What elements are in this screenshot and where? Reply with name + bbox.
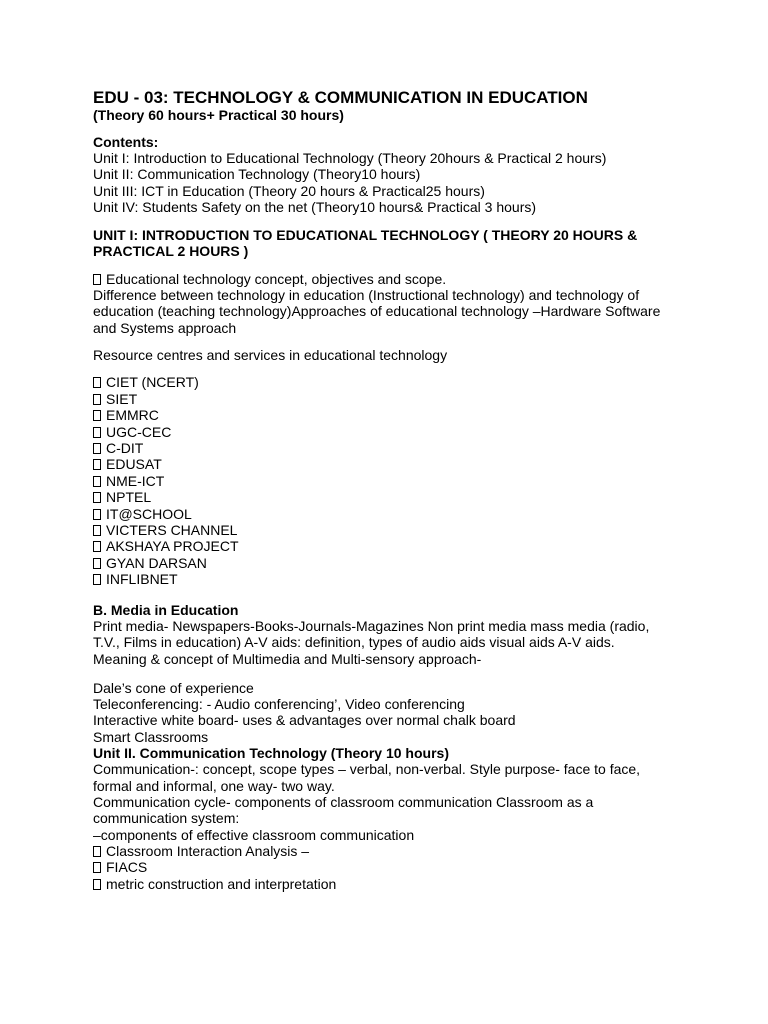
- bullet-box-icon: [93, 427, 101, 438]
- document-page: [93, 88, 693, 892]
- bullet-box-icon: [93, 879, 101, 890]
- list-item: [93, 374, 693, 390]
- bullet-text: Educational technology concept, objectives and scope.: [106, 270, 447, 287]
- bullet-box-icon: [93, 862, 101, 873]
- dales-cone-line: Dale’s cone of experience: [93, 679, 254, 696]
- bullet-box-icon: [93, 574, 101, 585]
- list-item: [93, 522, 693, 538]
- list-item: [93, 489, 693, 505]
- list-item: [93, 571, 693, 587]
- bullet-text: FIACS: [106, 859, 148, 876]
- list-item-text: AKSHAYA PROJECT: [106, 538, 239, 555]
- resource-heading: Resource centres and services in educational technology: [93, 347, 448, 364]
- media-line: Meaning & concept of Multimedia and Multi-sensory approach-: [93, 650, 482, 667]
- unit2-bullet: [93, 843, 693, 859]
- smart-classrooms-line: Smart Classrooms: [93, 728, 209, 745]
- media-line: Print media- Newspapers-Books-Journals-Magazines Non print media mass media (radio,: [93, 617, 650, 634]
- list-item-text: IT@SCHOOL: [106, 505, 192, 522]
- bullet-box-icon: [93, 525, 101, 536]
- list-item: [93, 407, 693, 423]
- list-item: [93, 391, 693, 407]
- unit2-bullet: [93, 876, 693, 892]
- list-item-text: GYAN DARSAN: [106, 554, 207, 571]
- unit2-bullet: [93, 859, 693, 875]
- list-item: [93, 538, 693, 554]
- whiteboard-line: Interactive white board- uses & advantages over normal chalk board: [93, 712, 516, 729]
- document-title: EDU - 03: TECHNOLOGY & COMMUNICATION IN EDUCATION: [93, 88, 588, 107]
- list-item: [93, 440, 693, 456]
- bullet-box-icon: [93, 459, 101, 470]
- resource-list: [93, 374, 693, 587]
- list-item-text: EDUSAT: [106, 456, 162, 473]
- list-item-text: UGC-CEC: [106, 423, 172, 440]
- bullet-box-icon: [93, 476, 101, 487]
- media-line: T.V., Films in education) A-V aids: definition, types of audio aids visual aids A-V aids.: [93, 634, 615, 651]
- unit1-heading: [93, 227, 693, 260]
- teleconferencing-line: Teleconferencing: - Audio conferencing’, Video conferencing: [93, 696, 465, 713]
- unit2-line: communication system:: [93, 810, 240, 827]
- list-item-text: SIET: [106, 390, 138, 407]
- bullet-box-icon: [93, 492, 101, 503]
- unit1-para-line: and Systems approach: [93, 319, 237, 336]
- bullet-box-icon: [93, 410, 101, 421]
- bullet-box-icon: [93, 509, 101, 520]
- list-item-text: EMMRC: [106, 407, 159, 424]
- contents-item: Unit I: Introduction to Educational Technology (Theory 20hours & Practical 2 hours): [93, 150, 607, 166]
- unit2-line: Communication-: concept, scope types – verbal, non-verbal. Style purpose- face to face,: [93, 761, 641, 778]
- unit1-heading-line2: PRACTICAL 2 HOURS ): [93, 243, 249, 260]
- unit1-para-line: education (teaching technology)Approaches of educational technology –Hardware Software: [93, 303, 661, 320]
- contents-item: Unit III: ICT in Education (Theory 20 hours & Practical25 hours): [93, 182, 485, 199]
- bullet-box-icon: [93, 846, 101, 857]
- list-item-text: VICTERS CHANNEL: [106, 522, 238, 539]
- list-item: [93, 555, 693, 571]
- bullet-box-icon: [93, 558, 101, 569]
- list-item-text: C-DIT: [106, 440, 144, 456]
- list-item-text: CIET (NCERT): [106, 374, 199, 391]
- list-item: [93, 473, 693, 489]
- unit1-heading-line1: UNIT I: INTRODUCTION TO EDUCATIONAL TECHNOLOGY ( THEORY 20 HOURS &: [93, 227, 638, 244]
- unit2-line: –components of effective classroom communication: [93, 826, 415, 843]
- bullet-text: Classroom Interaction Analysis –: [106, 842, 310, 859]
- bullet-text: metric construction and interpretation: [106, 875, 337, 892]
- bullet-box-icon: [93, 377, 101, 388]
- bullet-box-icon: [93, 541, 101, 552]
- list-item: [93, 456, 693, 472]
- list-item: [93, 424, 693, 440]
- contents-heading: Contents:: [93, 134, 159, 150]
- list-item: [93, 506, 693, 522]
- media-heading: B. Media in Education: [93, 601, 239, 618]
- list-item-text: NME-ICT: [106, 472, 165, 489]
- document-subtitle: (Theory 60 hours+ Practical 30 hours): [93, 107, 344, 123]
- bullet-box-icon: [93, 274, 101, 285]
- bullet-box-icon: [93, 443, 101, 454]
- unit1-para-line: Difference between technology in education (Instructional technology) and technology of: [93, 287, 640, 304]
- unit2-line: Communication cycle- components of classroom communication Classroom as a: [93, 793, 594, 810]
- unit2-heading: Unit II. Communication Technology (Theory 10 hours): [93, 745, 449, 762]
- contents-item: Unit II: Communication Technology (Theory10 hours): [93, 166, 421, 183]
- list-item-text: NPTEL: [106, 489, 152, 506]
- unit2-line: formal and informal, one way- two way.: [93, 777, 335, 794]
- bullet-box-icon: [93, 394, 101, 405]
- contents-item: Unit IV: Students Safety on the net (Theory10 hours& Practical 3 hours): [93, 198, 537, 215]
- unit1-bullet: [93, 271, 693, 287]
- list-item-text: INFLIBNET: [106, 571, 178, 588]
